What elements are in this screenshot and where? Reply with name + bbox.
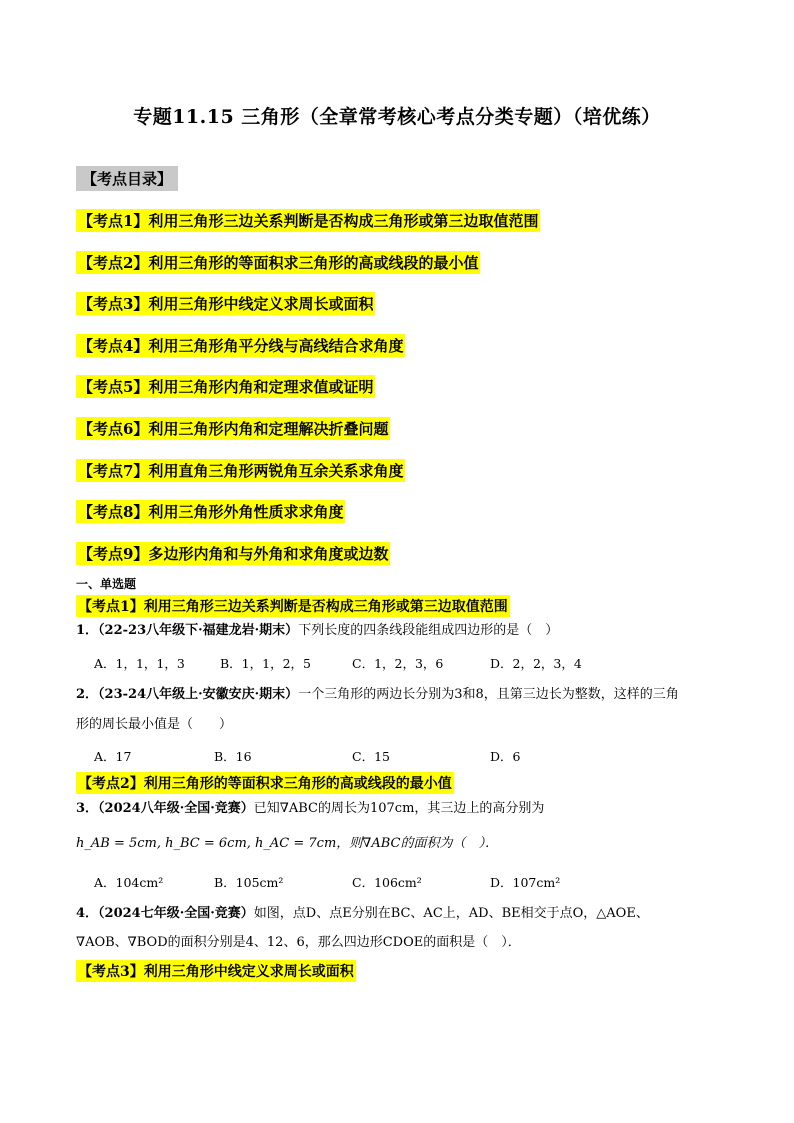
q1-option-c[interactable]: C．1，2，3，6: [352, 656, 444, 671]
q3-option-c[interactable]: C．106cm²: [352, 875, 422, 890]
question-2-line-2: [76, 716, 726, 734]
question-4-line-2: [76, 934, 726, 952]
toc-heading: 【考点目录】: [76, 166, 178, 191]
question-1-source: （22-23八年级下·福建龙岩·期末）: [98, 623, 299, 638]
question-3-line-2: [76, 835, 726, 853]
question-3-source: （2024八年级·全国·竞赛）: [98, 801, 254, 816]
kaodian-2-heading: 【考点2】利用三角形的等面积求三角形的高或线段的最小值: [76, 772, 454, 794]
q3-option-d[interactable]: D．107cm²: [490, 875, 561, 890]
toc-item-7: 【考点7】利用直角三角形两锐角互余关系求角度: [76, 459, 405, 482]
question-3-stem-2: h_AB = 5cm, h_BC = 6cm, h_AC = 7cm，则∇ABC的面积为（ ）．: [76, 836, 498, 851]
question-2-stem-2: 形的周长最小值是（ ）: [76, 717, 233, 732]
q2-option-c[interactable]: C．15: [352, 749, 390, 764]
q1-option-d[interactable]: D．2，2，3，4: [490, 656, 582, 671]
q3-option-a[interactable]: A．104cm²: [94, 875, 164, 890]
question-4-source: （2024七年级·全国·竞赛）: [98, 906, 254, 921]
toc-item-1: 【考点1】利用三角形三边关系判断是否构成三角形或第三边取值范围: [76, 209, 540, 232]
kaodian-3-heading: 【考点3】利用三角形中线定义求周长或面积: [76, 960, 356, 982]
question-3-line-1: [76, 800, 726, 818]
toc-item-9: 【考点9】多边形内角和与外角和求角度或边数: [76, 542, 390, 565]
kaodian-1-heading: 【考点1】利用三角形三边关系判断是否构成三角形或第三边取值范围: [76, 595, 510, 617]
q3-option-b[interactable]: B．105cm²: [214, 875, 284, 890]
question-4-stem-2: ∇AOB、∇BOD的面积分别是4、12、6，那么四边形CDOE的面积是（ ）．: [76, 935, 521, 950]
page-title: 专题11.15 三角形（全章常考核心考点分类专题）（培优练）: [133, 106, 661, 128]
q2-option-b[interactable]: B．16: [214, 749, 252, 764]
toc-item-2: 【考点2】利用三角形的等面积求三角形的高或线段的最小值: [76, 251, 480, 274]
toc-item-4: 【考点4】利用三角形角平分线与高线结合求角度: [76, 334, 405, 357]
question-3-number: 3．: [76, 801, 99, 816]
question-2-number: 2．: [76, 687, 99, 702]
question-2-source: （23-24八年级上·安徽安庆·期末）: [98, 687, 299, 702]
question-2-line-1: [76, 686, 726, 704]
q1-option-a[interactable]: A．1，1，1，3: [94, 656, 185, 671]
q2-option-d[interactable]: D．6: [490, 749, 521, 764]
toc-item-3: 【考点3】利用三角形中线定义求周长或面积: [76, 292, 375, 315]
question-4-stem-1: 如图，点D、点E分别在BC、AC上，AD、BE相交于点O，△AOE、: [253, 906, 649, 921]
question-1-number: 1．: [76, 623, 99, 638]
toc-item-5: 【考点5】利用三角形内角和定理求值或证明: [76, 375, 375, 398]
question-1-stem: 下列长度的四条线段能组成四边形的是（ ）: [298, 623, 559, 638]
question-2-stem-1: 一个三角形的两边长分别为3和8，且第三边长为整数，这样的三角: [298, 687, 679, 702]
question-1: [76, 622, 726, 640]
question-4-line-1: [76, 905, 726, 923]
toc-item-6: 【考点6】利用三角形内角和定理解决折叠问题: [76, 417, 390, 440]
question-4-number: 4．: [76, 906, 99, 921]
toc-item-8: 【考点8】利用三角形外角性质求求角度: [76, 500, 345, 523]
section-label: 一、单选题: [76, 577, 137, 591]
q2-option-a[interactable]: A．17: [94, 749, 132, 764]
q1-option-b[interactable]: B．1，1，2，5: [220, 656, 311, 671]
question-3-stem-1: 已知∇ABC的周长为107cm，其三边上的高分别为: [253, 801, 545, 816]
